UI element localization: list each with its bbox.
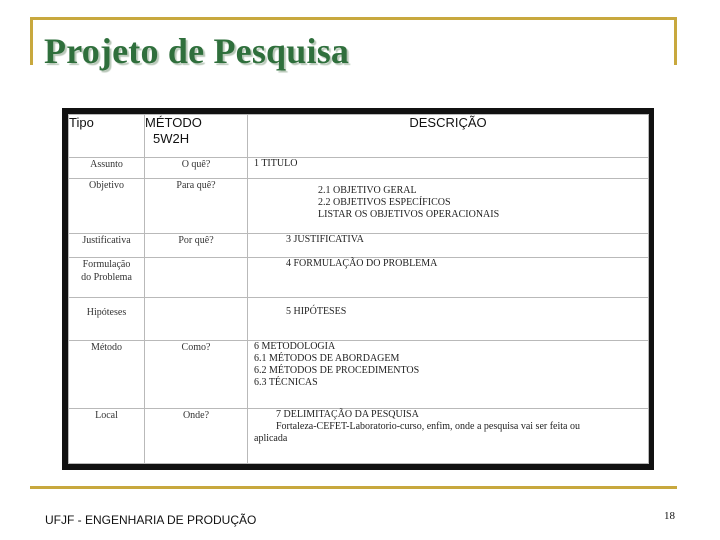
row-metodo: O quê? — [145, 158, 248, 179]
row-tipo-line2: do Problema — [81, 272, 132, 283]
row-metodo: Por quê? — [145, 234, 248, 258]
descricao-line: 6.3 TÉCNICAS — [254, 377, 318, 388]
page-number: 18 — [664, 510, 675, 522]
row-tipo: Justificativa — [69, 234, 145, 258]
table-row — [69, 158, 649, 179]
header-descricao: DESCRIÇÃO — [248, 115, 649, 158]
row-tipo: Assunto — [69, 158, 145, 179]
table-row — [69, 298, 649, 341]
table-row — [69, 409, 649, 464]
frame-top-line — [30, 17, 677, 20]
table-row — [69, 258, 649, 298]
table-row — [69, 341, 649, 409]
header-metodo-line2: 5W2H — [153, 131, 190, 146]
row-metodo: Para quê? — [145, 179, 248, 234]
frame-left-line — [30, 17, 33, 65]
row-descricao — [248, 341, 649, 409]
row-tipo: Objetivo — [69, 179, 145, 234]
method-table-frame — [62, 108, 654, 470]
descricao-line: 6.1 MÉTODOS DE ABORDAGEM — [254, 353, 400, 364]
row-tipo: Hipóteses — [69, 298, 145, 341]
row-metodo: Como? — [145, 341, 248, 409]
method-table-area — [68, 114, 648, 464]
row-tipo-line1: Formulação — [82, 259, 131, 270]
header-tipo: Tipo — [69, 115, 145, 158]
descricao-line: 5 HIPÓTESES — [286, 306, 347, 317]
header-metodo-line1: MÉTODO — [145, 115, 202, 130]
row-descricao — [248, 158, 649, 179]
method-table — [68, 114, 649, 464]
row-descricao — [248, 179, 649, 234]
descricao-line: 6.2 MÉTODOS DE PROCEDIMENTOS — [254, 365, 420, 376]
descricao-line: 2.2 OBJETIVOS ESPECÍFICOS — [318, 197, 451, 208]
row-tipo — [69, 258, 145, 298]
table-row — [69, 179, 649, 234]
descricao-line: 3 JUSTIFICATIVA — [286, 234, 364, 245]
descricao-line: 4 FORMULAÇÃO DO PROBLEMA — [286, 258, 438, 269]
descricao-line: 1 TITULO — [254, 158, 298, 169]
slide-title: Projeto de Pesquisa — [44, 31, 350, 71]
row-descricao — [248, 409, 649, 464]
descricao-line: LISTAR OS OBJETIVOS OPERACIONAIS — [318, 209, 500, 220]
row-descricao — [248, 298, 649, 341]
header-metodo — [145, 115, 248, 158]
descricao-line: aplicada — [254, 433, 288, 444]
row-descricao — [248, 234, 649, 258]
descricao-line: 6 METODOLOGIA — [254, 341, 336, 352]
row-metodo — [145, 258, 248, 298]
row-metodo: Onde? — [145, 409, 248, 464]
descricao-line: 7 DELIMITAÇÃO DA PESQUISA — [276, 409, 419, 420]
row-metodo — [145, 298, 248, 341]
table-header-row — [69, 115, 649, 158]
frame-right-line — [674, 17, 677, 65]
descricao-line: Fortaleza-CEFET-Laboratorio-curso, enfim, onde a pesquisa vai ser feita ou — [276, 421, 580, 432]
descricao-line: 2.1 OBJETIVO GERAL — [318, 185, 417, 196]
row-tipo: Local — [69, 409, 145, 464]
frame-bottom-line — [30, 486, 677, 489]
table-row — [69, 234, 649, 258]
footer-text: UFJF - ENGENHARIA DE PRODUÇÃO — [45, 513, 257, 527]
row-descricao — [248, 258, 649, 298]
row-tipo: Método — [69, 341, 145, 409]
